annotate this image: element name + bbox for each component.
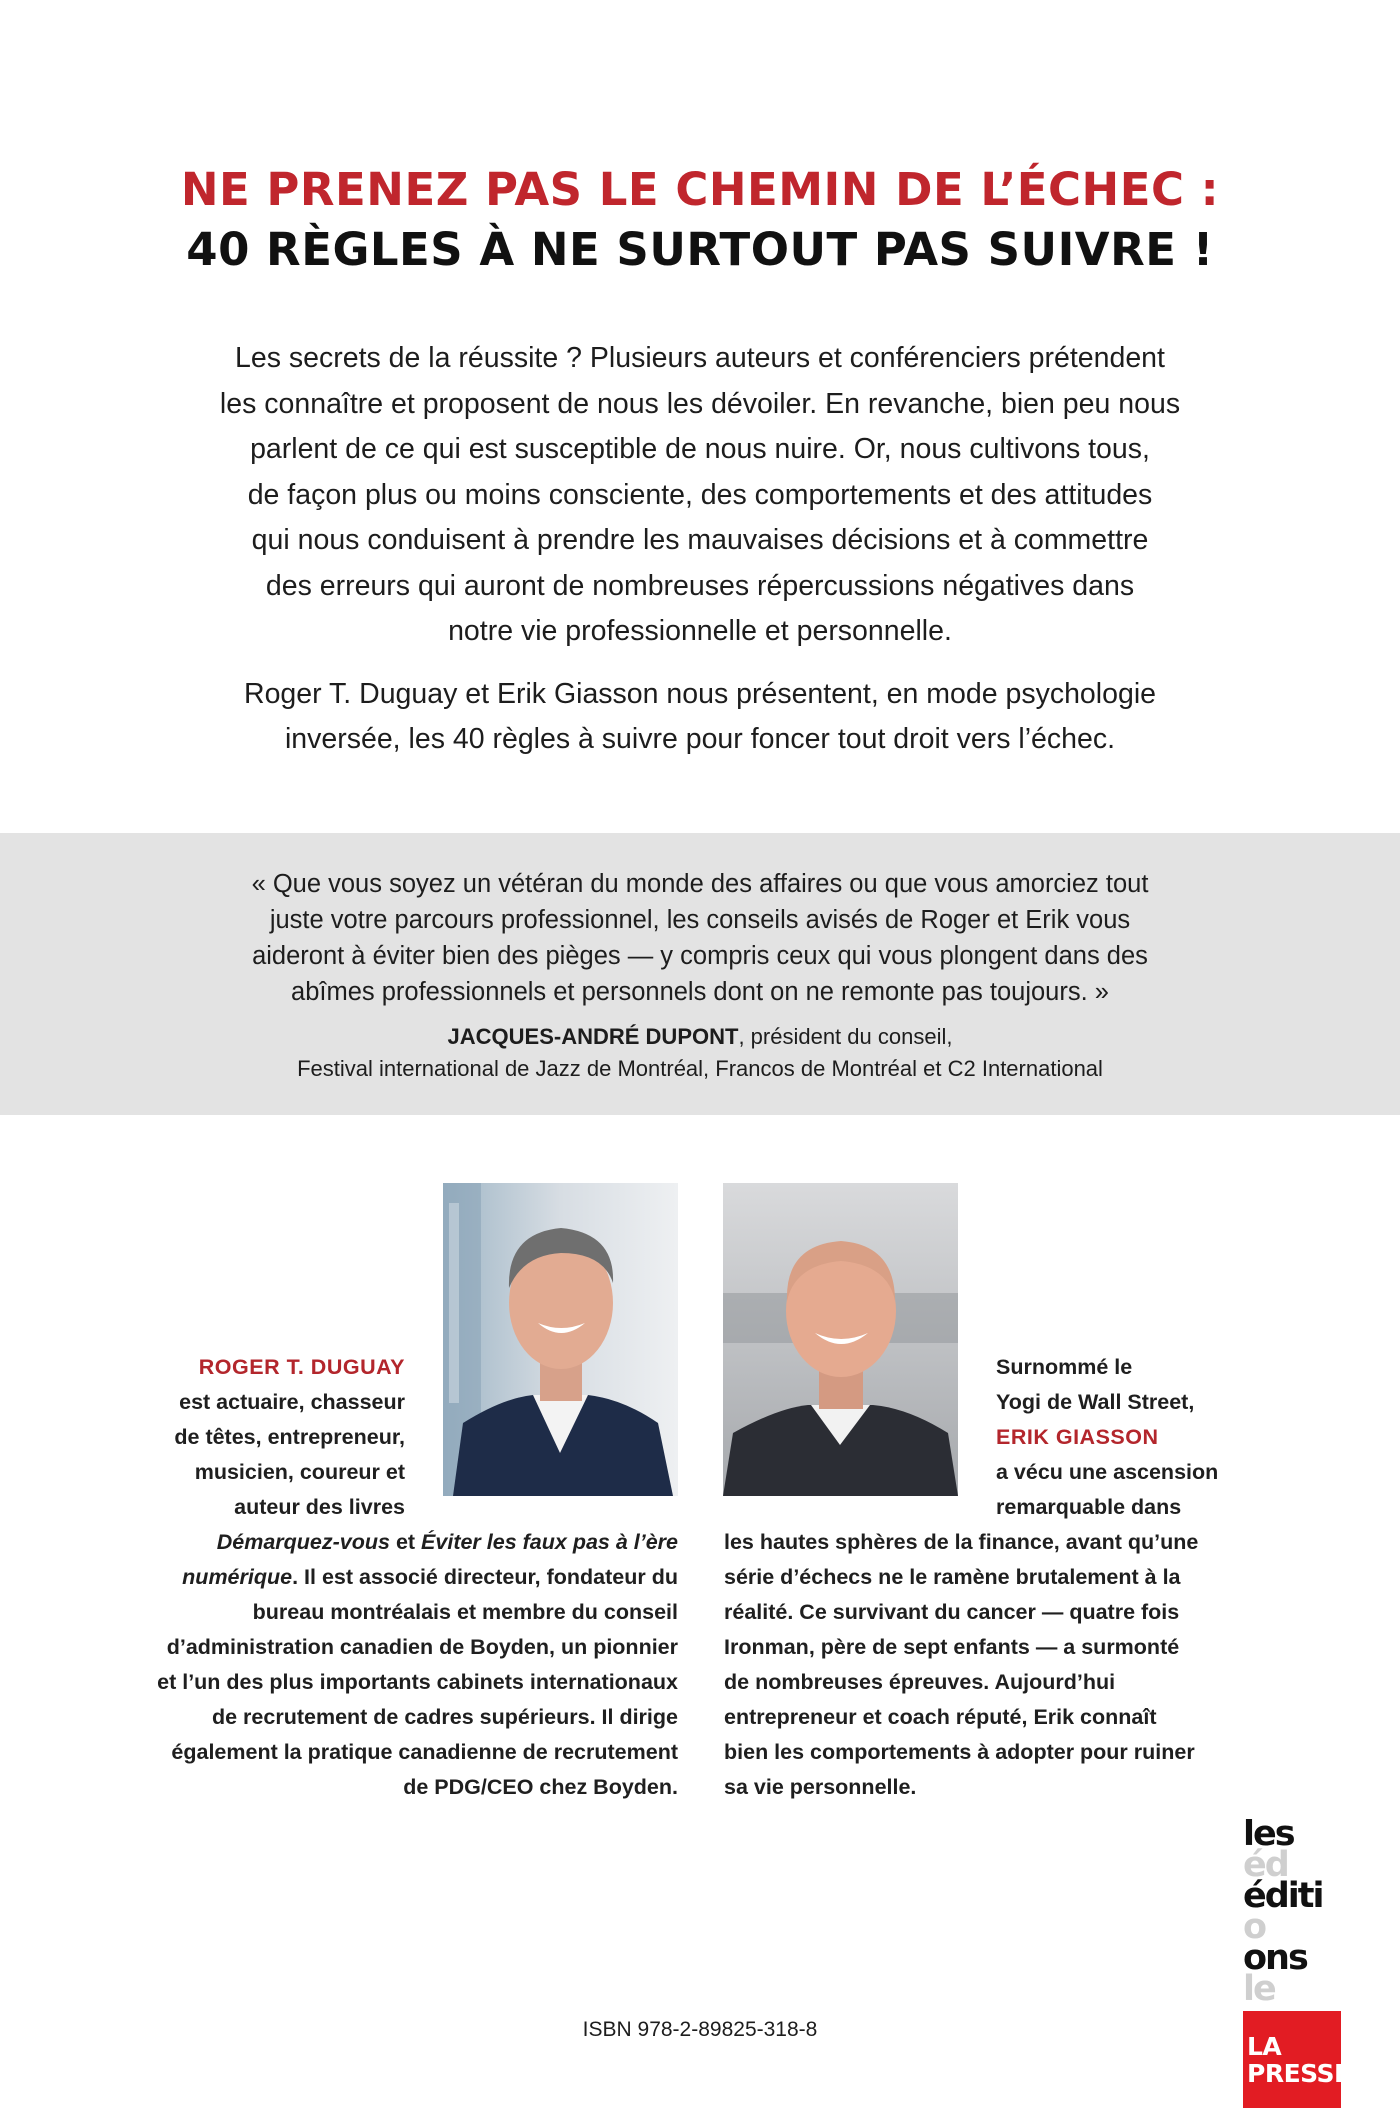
isbn-number: ISBN 978-2-89825-318-8 [582, 2018, 818, 2041]
author-name-roger: ROGER T. DUGUAY [198, 1355, 405, 1379]
author-photo-erik [723, 1183, 958, 1496]
logo-la-presse-box: LA PRESSE [1243, 2011, 1341, 2108]
testimonial-quote: « Que vous soyez un vétéran du monde des affaires ou que vous amorciez tout juste votre parcours professionnel, les conseils avisés de Roger et Erik vous aideront à éviter bien des pièges — y compris ceux qui vous plongent dans des abîmes professionnels et personnels dont on ne remonte pas toujours. » [251, 870, 1149, 1006]
logo-wordmark: les éd éditi o ons le [1243, 1819, 1323, 2005]
author-photo-roger [443, 1183, 678, 1496]
bio-roger-intro: ROGER T. DUGUAY est actuaire, chasseur de têtes, entrepreneur, musicien, coureur et auteur des livres [174, 1355, 405, 1519]
quote-author: JACQUES-ANDRÉ DUPONT [447, 1024, 739, 1049]
intro-paragraph-2: Roger T. Duguay et Erik Giasson nous présentent, en mode psychologie inversée, les 40 règles à suivre pour foncer tout droit vers l’échec. [244, 677, 1156, 755]
bio-erik-intro: Surnommé le Yogi de Wall Street, ERIK GIASSON a vécu une ascension remarquable dans [996, 1355, 1219, 1519]
book-title-1: Démarquez-vous [216, 1530, 390, 1554]
testimonial-attribution [190, 1021, 1210, 1085]
intro-paragraph-1: Les secrets de la réussite ? Plusieurs auteurs et conférenciers prétendent les connaître et proposent de nous les dévoiler. En revanche, bien peu nous parlent de ce qui est susceptible de nous nuire. Or, nous cultivons tous, de façon plus ou moins consciente, des comportements et des attitudes qui nous conduisent à prendre les mauvaises décisions et à commettre des erreurs qui auront de nombreuses répercussions négatives dans notre vie professionnelle et personnelle. [219, 342, 1181, 647]
author-name-erik: ERIK GIASSON [996, 1425, 1159, 1449]
quote-organization: Festival international de Jazz de Montréal, Francos de Montréal et C2 International [297, 1056, 1103, 1081]
intro-text [170, 336, 1230, 763]
book-title-2: Éviter les faux pas à l’ère [421, 1530, 678, 1554]
cover-title [0, 160, 1400, 280]
publisher-logo [1243, 1819, 1351, 2108]
title-line-2: 40 RÈGLES À NE SURTOUT PAS SUIVRE ! [186, 223, 1214, 276]
quote-role: , président du conseil, [738, 1024, 953, 1049]
bio-erik-body: les hautes sphères de la finance, avant qu’une série d’échecs ne le ramène brutalement à la réalité. Ce survivant du cancer — quatre fois Ironman, père de sept enfants — a surmonté de nombreuses épreuves. Aujourd’hui entrepreneur et coach réputé, Erik connaît bien les comportements à adopter pour ruiner sa vie personnelle. [724, 1530, 1199, 1799]
title-line-1: NE PRENEZ PAS LE CHEMIN DE L’ÉCHEC : [180, 163, 1220, 216]
bio-roger-body: Démarquez-vous et Éviter les faux pas à l’ère numérique. Il est associé directeur, fondateur du bureau montréalais et membre du conseil d’administration canadien de Boyden, un pionnier et l’un des plus importants cabinets internationaux de recrutement de cadres supérieurs. Il dirige également la pratique canadienne de recrutement de PDG/CEO chez Boyden. [157, 1530, 678, 1799]
